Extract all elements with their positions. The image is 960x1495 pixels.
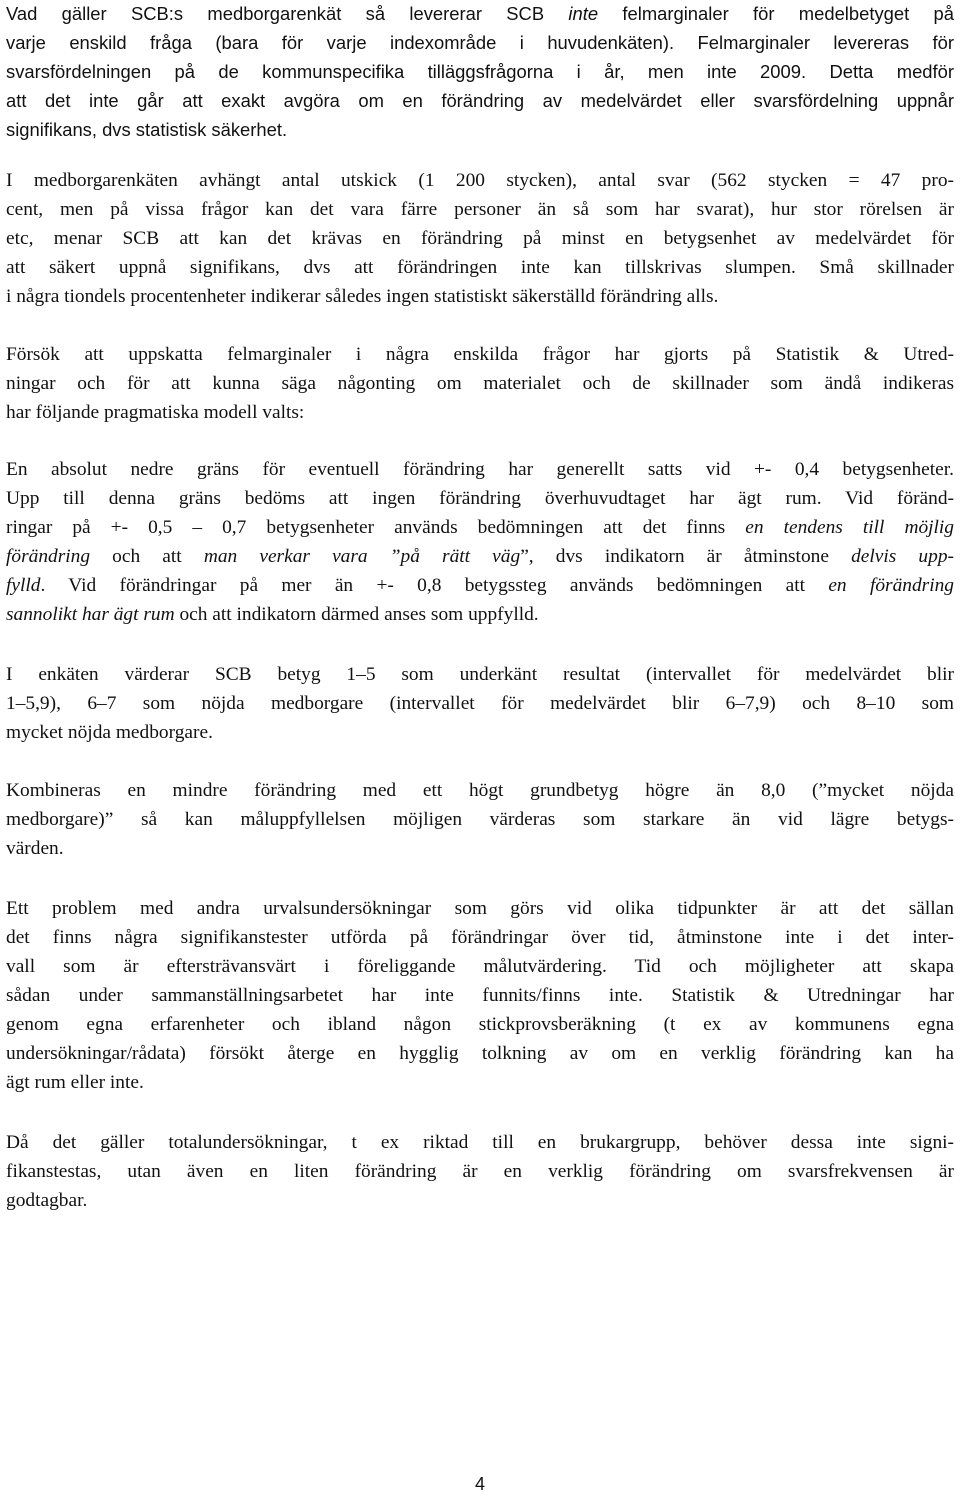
text-run: godtagbar. <box>6 1190 88 1211</box>
text-line <box>6 166 954 195</box>
text-run: fikanstestas, utan även en liten förändring är en verklig förändring om svarsfrekvensen är <box>6 1161 954 1182</box>
text-run: I medborgarenkäten avhängt antal utskick (1 200 stycken), antal svar (562 stycken = 47 pro- <box>6 170 954 191</box>
text-line <box>6 513 954 542</box>
text-line <box>6 195 954 224</box>
text-run: ringar på +- 0,5 – 0,7 betygsenheter används bedömningen att det finns <box>6 517 746 538</box>
text-run: och att <box>90 546 204 567</box>
paragraph-sampling-problem <box>6 894 954 1097</box>
text-line <box>6 952 954 981</box>
text-run: mycket nöjda medborgare. <box>6 722 213 743</box>
text-run: Försök att uppskatta felmarginaler i några enskilda frågor har gjorts på Statistik & Utred- <box>6 344 954 365</box>
text-line <box>6 689 954 718</box>
paragraph-grade-scale <box>6 660 954 747</box>
text-run: Upp till denna gräns bedöms att ingen förändring överhuvudtaget har ägt rum. Vid föränd- <box>6 488 954 509</box>
text-run: felmarginaler för medelbetyget på <box>598 3 954 24</box>
text-run: och att indikatorn därmed anses som uppfylld. <box>174 604 539 625</box>
text-line <box>6 1128 954 1157</box>
text-line <box>6 224 954 253</box>
text-run: att säkert uppnå signifikans, dvs att förändringen inte kan tillskrivas slumpen. Små skillnader <box>6 257 954 278</box>
text-line <box>6 805 954 834</box>
text-run: värden. <box>6 838 64 859</box>
text-run: det finns några signifikanstester utförda på förändringar över tid, åtminstone inte i det inter- <box>6 927 954 948</box>
text-run: medborgare)” så kan måluppfyllelsen möjligen värderas som starkare än vid lägre betygs- <box>6 809 954 830</box>
text-run: svarsfördelningen på de kommunspecifika tilläggsfrågorna i år, men inte 2009. Detta medför <box>6 61 954 82</box>
italic-run: sannolikt har ägt rum <box>6 604 175 625</box>
text-line <box>6 894 954 923</box>
text-run: I enkäten värderar SCB betyg 1–5 som underkänt resultat (intervallet för medelvärdet blir <box>6 664 954 685</box>
text-line <box>6 369 954 398</box>
italic-run: man verkar vara ”på rätt väg <box>203 546 521 567</box>
paragraph-high-grade <box>6 776 954 863</box>
text-line <box>6 600 954 629</box>
text-run: i några tiondels procentenheter indikerar således ingen statistiskt säkerställd förändring alls. <box>6 286 719 307</box>
text-run: Då det gäller totalundersökningar, t ex riktad till en brukargrupp, behöver dessa inte signi- <box>6 1132 954 1153</box>
text-run: har följande pragmatiska modell valts: <box>6 402 305 423</box>
text-run: signifikans, dvs statistisk säkerhet. <box>6 119 288 140</box>
text-run: 1–5,9), 6–7 som nöjda medborgare (intervallet för medelvärdet blir 6–7,9) och 8–10 som <box>6 693 954 714</box>
text-line <box>6 28 954 57</box>
text-line <box>6 542 954 571</box>
text-line <box>6 1039 954 1068</box>
paragraph-scb-margins <box>6 0 954 144</box>
text-run: ”, dvs indikatorn är åtminstone <box>520 546 852 567</box>
text-line <box>6 1157 954 1186</box>
text-run: undersökningar/rådata) försökt återge en hygglig tolkning av om en verklig förändring kan ha <box>6 1043 954 1064</box>
italic-run: förändring <box>6 546 91 567</box>
text-line <box>6 923 954 952</box>
text-line <box>6 57 954 86</box>
text-line <box>6 660 954 689</box>
paragraph-sample-size <box>6 166 954 311</box>
text-line <box>6 455 954 484</box>
text-line <box>6 0 954 28</box>
text-run: att det inte går att exakt avgöra om en förändring av medelvärdet eller svarsfördelning uppnår <box>6 90 954 111</box>
text-run: ningar och för att kunna säga någonting om materialet och de skillnader som ändå indikeras <box>6 373 954 394</box>
text-line <box>6 571 954 600</box>
text-line <box>6 1068 954 1097</box>
italic-run: delvis upp- <box>851 546 954 567</box>
text-line <box>6 834 954 863</box>
italic-run: inte <box>568 3 599 24</box>
text-line <box>6 253 954 282</box>
text-run: . Vid förändringar på mer än +- 0,8 betygssteg används bedömningen att <box>40 575 829 596</box>
text-run: genom egna erfarenheter och ibland någon stickprovsberäkning (t ex av kommunens egna <box>6 1014 954 1035</box>
text-line <box>6 718 954 747</box>
italic-run: en tendens till möjlig <box>745 517 955 538</box>
text-run: ägt rum eller inte. <box>6 1072 144 1093</box>
text-run: En absolut nedre gräns för eventuell förändring har generellt satts vid +- 0,4 betygsenheter. <box>6 459 954 480</box>
text-run: Kombineras en mindre förändring med ett högt grundbetyg högre än 8,0 (”mycket nöjda <box>6 780 954 801</box>
text-run: Vad gäller SCB:s medborgarenkät så levererar SCB <box>6 3 569 24</box>
text-line <box>6 282 954 311</box>
text-line <box>6 981 954 1010</box>
page-number: 4 <box>474 1474 485 1494</box>
paragraph-estimate-model <box>6 340 954 427</box>
text-run: sådan under sammanställningsarbetet har inte funnits/finns inte. Statistik & Utredningar har <box>6 985 954 1006</box>
text-run: cent, men på vissa frågor kan det vara färre personer än så som har svarat), hur stor rörelsen är <box>6 199 954 220</box>
text-line <box>6 398 954 427</box>
text-line <box>6 86 954 115</box>
italic-run: en förändring <box>828 575 954 596</box>
italic-run: fylld <box>6 575 41 596</box>
text-line <box>6 776 954 805</box>
text-run: Ett problem med andra urvalsundersökningar som görs vid olika tidpunkter är att det sällan <box>6 898 954 919</box>
text-line <box>6 115 954 144</box>
text-line <box>6 1186 954 1215</box>
text-run: etc, menar SCB att kan det krävas en förändring på minst en betygsenhet av medelvärdet för <box>6 228 954 249</box>
text-run: varje enskild fråga (bara för varje indexområde i huvudenkäten). Felmarginaler levereras för <box>6 32 954 53</box>
text-run: vall som är eftersträvansvärt i föreliggande målutvärdering. Tid och möjligheter att skapa <box>6 956 954 977</box>
text-line <box>6 340 954 369</box>
paragraph-total-surveys <box>6 1128 954 1215</box>
paragraph-thresholds <box>6 455 954 629</box>
text-line <box>6 484 954 513</box>
text-line <box>6 1010 954 1039</box>
